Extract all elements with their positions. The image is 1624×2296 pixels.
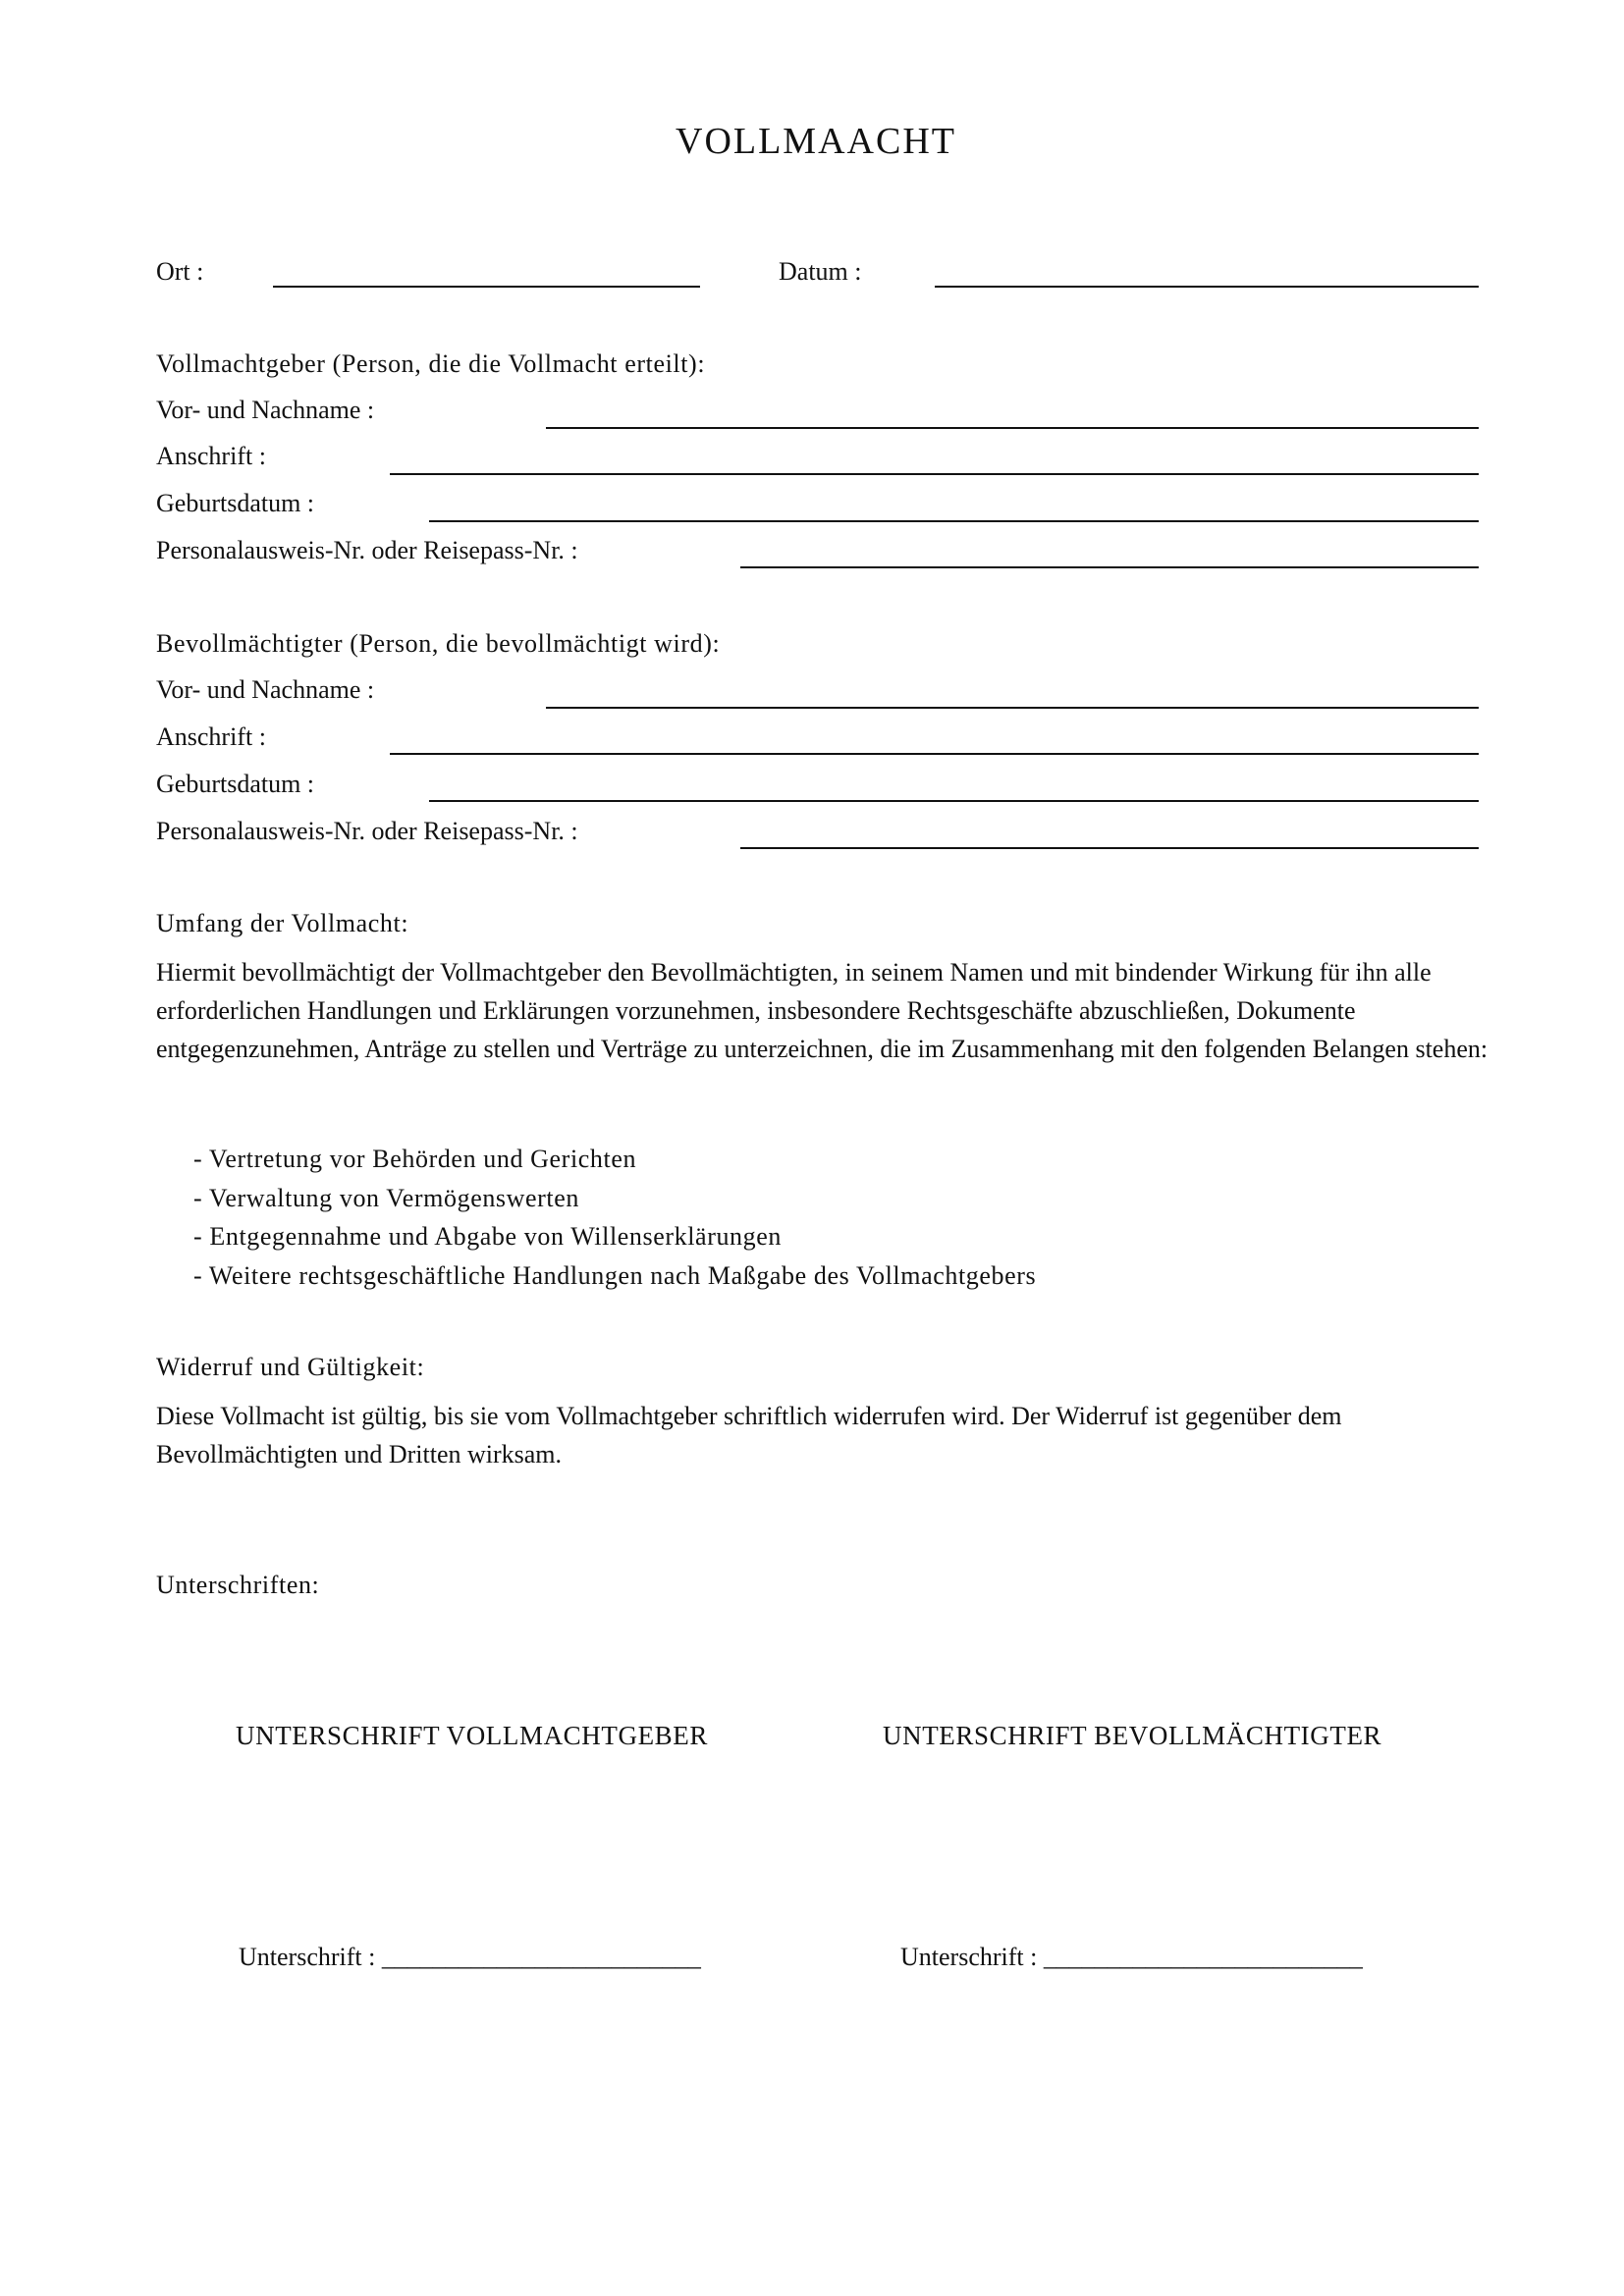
grantor-signature-field[interactable]: Unterschrift : _________________________	[239, 1943, 701, 1971]
validity-body: Diese Vollmacht ist gültig, bis sie vom Vollmachtgeber schriftlich widerrufen wird. Der Widerruf ist gegenüber dem Bevollmächtigten und Dritten wirksam.	[156, 1402, 1342, 1468]
grantor-signature-heading: UNTERSCHRIFT VOLLMACHTGEBER	[236, 1721, 708, 1750]
grantor-birthdate-label: Geburtsdatum :	[156, 489, 315, 517]
grantor-id-field[interactable]	[740, 566, 1479, 568]
list-item: - Entgegennahme und Abgabe von Willenserklärungen	[193, 1222, 782, 1251]
grantor-address-label: Anschrift :	[156, 442, 266, 470]
agent-signature-field[interactable]: Unterschrift : _________________________	[900, 1943, 1363, 1971]
signatures-heading: Unterschriften:	[156, 1571, 320, 1599]
document-title: VOLLMAACHT	[676, 121, 956, 162]
grantor-name-field[interactable]	[546, 427, 1479, 429]
agent-birthdate-field[interactable]	[429, 800, 1479, 802]
ort-field[interactable]	[273, 286, 700, 288]
datum-label: Datum :	[779, 257, 862, 286]
list-item: - Weitere rechtsgeschäftliche Handlungen nach Maßgabe des Vollmachtgebers	[193, 1260, 1037, 1290]
agent-id-label: Personalausweis-Nr. oder Reisepass-Nr. :	[156, 817, 578, 845]
scope-heading: Umfang der Vollmacht:	[156, 909, 409, 937]
datum-field[interactable]	[935, 286, 1479, 288]
ort-label: Ort :	[156, 257, 204, 286]
scope-body: Hiermit bevollmächtigt der Vollmachtgeber den Bevollmächtigten, in seinem Namen und mit bindender Wirkung für ihn alle erforderlichen Handlungen und Erklärungen vorzunehmen, insbesondere Rechtsgeschäfte abzuschließen, Dokumente entgegenzunehmen, Anträge zu stellen und Verträge zu unterzeichnen, die im Zusammenhang mit den folgenden Belangen stehen:	[156, 958, 1489, 1063]
agent-signature-heading: UNTERSCHRIFT BEVOLLMÄCHTIGTER	[883, 1721, 1382, 1750]
agent-heading: Bevollmächtigter (Person, die bevollmächtigt wird):	[156, 629, 721, 658]
list-item: - Verwaltung von Vermögenswerten	[193, 1183, 579, 1212]
agent-birthdate-label: Geburtsdatum :	[156, 770, 315, 798]
grantor-id-label: Personalausweis-Nr. oder Reisepass-Nr. :	[156, 536, 578, 564]
grantor-address-field[interactable]	[390, 473, 1479, 475]
validity-heading: Widerruf und Gültigkeit:	[156, 1353, 425, 1381]
agent-name-label: Vor- und Nachname :	[156, 675, 375, 704]
list-item: - Vertretung vor Behörden und Gerichten	[193, 1145, 637, 1173]
grantor-name-label: Vor- und Nachname :	[156, 396, 375, 424]
grantor-birthdate-field[interactable]	[429, 520, 1479, 522]
agent-address-label: Anschrift :	[156, 722, 266, 751]
agent-id-field[interactable]	[740, 847, 1479, 849]
grantor-heading: Vollmachtgeber (Person, die die Vollmacht erteilt):	[156, 349, 706, 378]
agent-name-field[interactable]	[546, 707, 1479, 709]
scope-list	[193, 1140, 1036, 1295]
agent-address-field[interactable]	[390, 753, 1479, 755]
